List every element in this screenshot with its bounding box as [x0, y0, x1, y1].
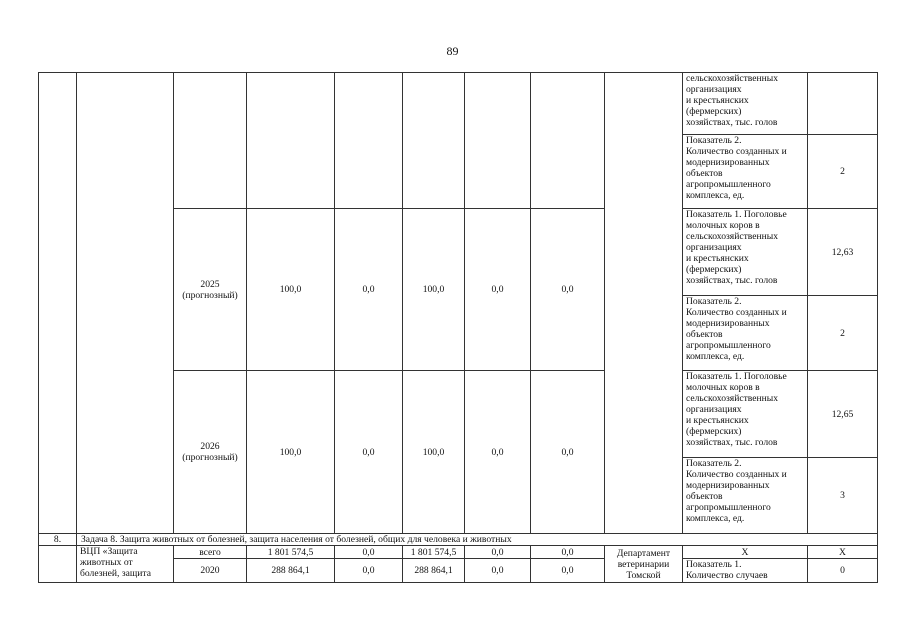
num-cell-empty: [39, 546, 77, 583]
other-cell: 0,0: [531, 209, 605, 371]
indicator-value: 12,63: [808, 209, 878, 296]
program-table: [38, 72, 878, 583]
task-title: Задача 8. Защита животных от болезней, защита населения от болезней, общих для человека и животных: [77, 534, 878, 546]
indicator-value: 2: [808, 135, 878, 209]
federal-cell: 0,0: [335, 209, 403, 371]
year-cell: 2026 (прогнозный): [174, 371, 247, 534]
regional-cell-empty: [403, 73, 465, 209]
indicator-cell: Показатель 1. Поголовье молочных коров в сельскохозяйственных организациях и крестьянских (фермерских) хозяйствах, тыс. голов: [683, 209, 808, 296]
regional-cell: 1 801 574,5: [403, 546, 465, 559]
indicator-value: 2: [808, 296, 878, 371]
indicator-value: 3: [808, 458, 878, 534]
other-cell: 0,0: [531, 559, 605, 583]
table-row: [39, 546, 878, 559]
indicator-value: 0: [808, 559, 878, 583]
other-cell-empty: [531, 73, 605, 209]
regional-cell: 288 864,1: [403, 559, 465, 583]
indicator-cell: Показатель 2. Количество созданных и модернизированных объектов агропромышленного комплекса, ед.: [683, 296, 808, 371]
indicator-value: 12,65: [808, 371, 878, 458]
total-cell: 100,0: [247, 371, 335, 534]
regional-cell: 100,0: [403, 371, 465, 534]
year-cell: всего: [174, 546, 247, 559]
task-number: 8.: [39, 534, 77, 546]
federal-cell: 0,0: [335, 371, 403, 534]
indicator-value-empty: [808, 73, 878, 135]
name-cell-empty: [77, 73, 174, 534]
total-cell: 100,0: [247, 209, 335, 371]
indicator-cell: Показатель 2. Количество созданных и модернизированных объектов агропромышленного комплекса, ед.: [683, 135, 808, 209]
executor-cell-empty: [605, 73, 683, 534]
executor-cell: Департамент ветеринарии Томской: [605, 546, 683, 583]
table-row: [39, 534, 878, 546]
other-cell: 0,0: [531, 546, 605, 559]
indicator-cell: Показатель 1. Поголовье молочных коров в сельскохозяйственных организациях и крестьянских (фермерских) хозяйствах, тыс. голов: [683, 371, 808, 458]
local-cell: 0,0: [465, 559, 531, 583]
regional-cell: 100,0: [403, 209, 465, 371]
local-cell: 0,0: [465, 209, 531, 371]
local-cell-empty: [465, 73, 531, 209]
local-cell: 0,0: [465, 371, 531, 534]
year-cell: 2025 (прогнозный): [174, 209, 247, 371]
local-cell: 0,0: [465, 546, 531, 559]
indicator-cell: Показатель 1. Количество случаев: [683, 559, 808, 583]
other-cell: 0,0: [531, 371, 605, 534]
federal-cell-empty: [335, 73, 403, 209]
total-cell-empty: [247, 73, 335, 209]
table-row: [39, 73, 878, 135]
year-cell-empty: [174, 73, 247, 209]
year-cell: 2020: [174, 559, 247, 583]
indicator-cell: сельскохозяйственных организациях и крестьянских (фермерских) хозяйствах, тыс. голов: [683, 73, 808, 135]
total-cell: 1 801 574,5: [247, 546, 335, 559]
program-name: ВЦП «Защита животных от болезней, защита: [77, 546, 174, 583]
indicator-value: X: [808, 546, 878, 559]
indicator-cell: Показатель 2. Количество созданных и модернизированных объектов агропромышленного комплекса, ед.: [683, 458, 808, 534]
federal-cell: 0,0: [335, 559, 403, 583]
federal-cell: 0,0: [335, 546, 403, 559]
page-number: 89: [446, 44, 459, 58]
total-cell: 288 864,1: [247, 559, 335, 583]
indicator-cell: X: [683, 546, 808, 559]
num-cell-empty: [39, 73, 77, 534]
